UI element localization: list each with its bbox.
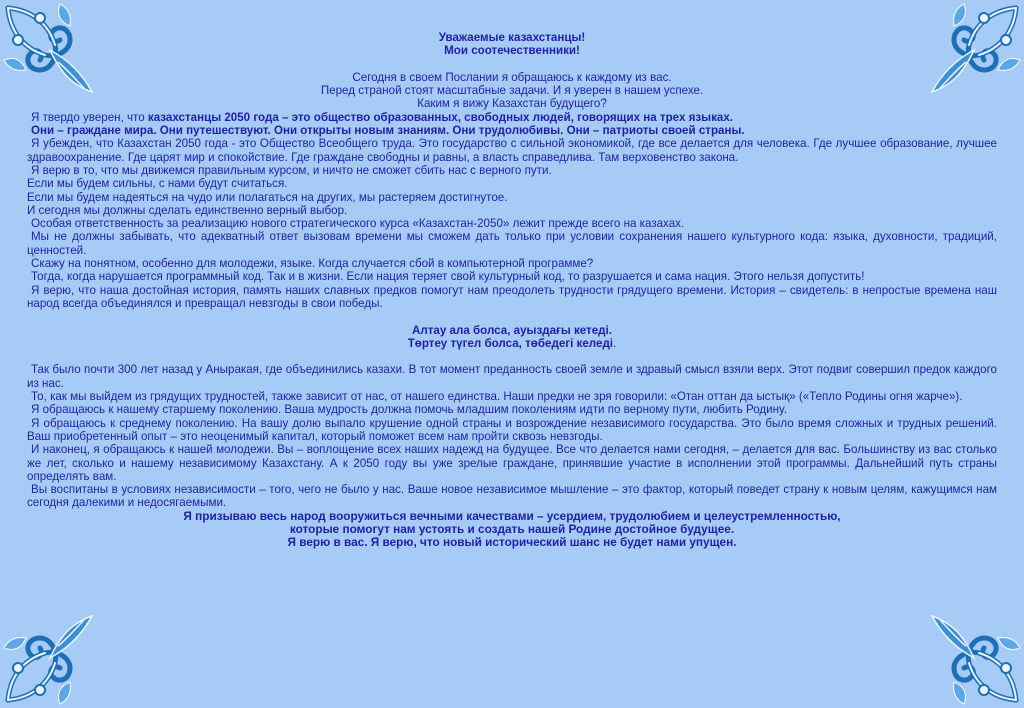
appeal-paragraph-1: Так было почти 300 лет назад у Аныракая, где объединились казахи. В тот момент преданность своей земле и здравый смысл взяли верх. Этот подвиг совершил предок каждого из нас. [27, 363, 997, 390]
proverb-line-1: Алтау ала болса, ауыздағы кетеді. [411, 323, 612, 337]
vision-paragraph-1 [27, 111, 997, 124]
appeal-paragraph-2: То, как мы выйдем из грядущих трудностей, также зависит от нас, от нашего единства. Наши предки не зря говорили: «Отан оттан да ыстық» («Тепло Родины огня жарче»). [31, 390, 963, 404]
proverb-line-2-text: Төртеу түгел болса, төбедегі келеді [407, 336, 614, 350]
vision-paragraph-9: Мы не должны забывать, что адекватный ответ вызовам времени мы сможем дать только при условии сохранения нашего культурного кода: языка, духовности, традиций, ценностей. [27, 230, 997, 257]
vision-paragraph-6: Если мы будем надеяться на чудо или полагаться на других, мы растеряем достигнутое. [27, 190, 508, 204]
greeting-line-2: Мои соотечественники! [444, 44, 580, 58]
greeting-line-1: Уважаемые казахстанцы! [438, 31, 586, 44]
vision-paragraph-4: Я верю в то, что мы движемся правильным курсом, и ничто не сможет сбить нас с верного пути. [31, 163, 552, 177]
vision-paragraph-5: Если мы будем сильны, с нами будут считаться. [27, 177, 288, 191]
vision-paragraph-2: Они – граждане мира. Они путешествуют. Они открыты новым знаниям. Они трудолюбивы. Они – патриоты своей страны. [31, 124, 745, 138]
appeal-paragraph-4: Я обращаюсь к среднему поколению. На вашу долю выпало крушение одной страны и возрождение независимого государства. Это было время сложных и трудных решений. Ваш приобретенный опыт – это неоценимый капитал, который поможет всем нам пройти сквозь невзгоды. [27, 416, 997, 443]
closing-line-2: которые помогут нам устоять и создать нашей Родине достойное будущее. [289, 521, 735, 536]
appeal-paragraph-6: Вы воспитаны в условиях независимости – того, чего не было у нас. Ваше новое независимое мышление – это фактор, который поведет страну к новым целям, кажущимся нам сегодня далекими и недосягаемыми. [27, 483, 997, 510]
corner-ornament-icon [0, 598, 110, 708]
vision-paragraph-8: Особая ответственность за реализацию нового стратегического курса «Казахстан-2050» лежит прежде всего на казахах. [31, 217, 685, 231]
vision-paragraph-1-text: Я твердо уверен, что [31, 110, 148, 124]
closing-line-3: Я верю в вас. Я верю, что новый исторический шанс не будет нами упущен. [287, 535, 737, 550]
intro-line-1: Сегодня в своем Послании я обращаюсь к каждому из вас. [352, 70, 672, 84]
vision-paragraph-1-bold: казахстанцы 2050 года – это общество образованных, свободных людей, говорящих на трех языках. [147, 110, 733, 124]
closing-line-1: Я призываю весь народ вооружиться вечными качествами – усердием, трудолюбием и целеустремленностью, [183, 508, 841, 523]
intro-line-3: Каким я вижу Казахстан будущего? [417, 97, 607, 111]
vision-paragraph-11: Тогда, когда нарушается программный код. Так и в жизни. Если нация теряет свой культурный код, то разрушается и сама нация. Этого нельзя допустить! [31, 270, 865, 284]
vision-paragraph-3: Я убежден, что Казахстан 2050 года - это Общество Всеобщего труда. Это государство с сильной экономикой, где все делается для человека. Где лучшее образование, лучшее здравоохранение. Где царят мир и спокойствие. Где граждане свободны и равны, а власть справедлива. Там верховенство закона. [27, 137, 997, 164]
appeal-paragraph-5: И наконец, я обращаюсь к нашей молодежи. Вы – воплощение всех наших надежд на будущее. Все что делается нами сегодня, – делается для вас. Большинству из вас столько же лет, сколько и нашему независимому Казахстану. А к 2050 году вы уже зрелые граждане, принявшие участие в исполнении этой программы. Дальнейший путь страны определять вам. [27, 443, 997, 483]
vision-paragraph-10: Скажу на понятном, особенно для молодежи, языке. Когда случается сбой в компьютерной программе? [31, 257, 594, 271]
vision-paragraph-12: Я верю, что наша достойная история, память наших славных предков помогут нам преодолеть трудности грядущего времени. История – свидетель: в непростые времена наш народ всегда объединялся и превращал невзгоды в свои победы. [27, 283, 997, 310]
appeal-paragraph-3: Я обращаюсь к нашему старшему поколению. Ваша мудрость должна помочь младшим поколениям идти по верному пути, любить Родину. [31, 403, 787, 417]
address-text [27, 31, 997, 550]
proverb-line-2 [27, 337, 997, 350]
corner-ornament-icon [914, 598, 1024, 708]
proverb-line-2-end: . [613, 336, 617, 350]
intro-line-2: Перед страной стоят масштабные задачи. И я уверен в нашем успехе. [320, 84, 704, 98]
vision-paragraph-7: И сегодня мы должны сделать единственно верный выбор. [27, 203, 348, 217]
